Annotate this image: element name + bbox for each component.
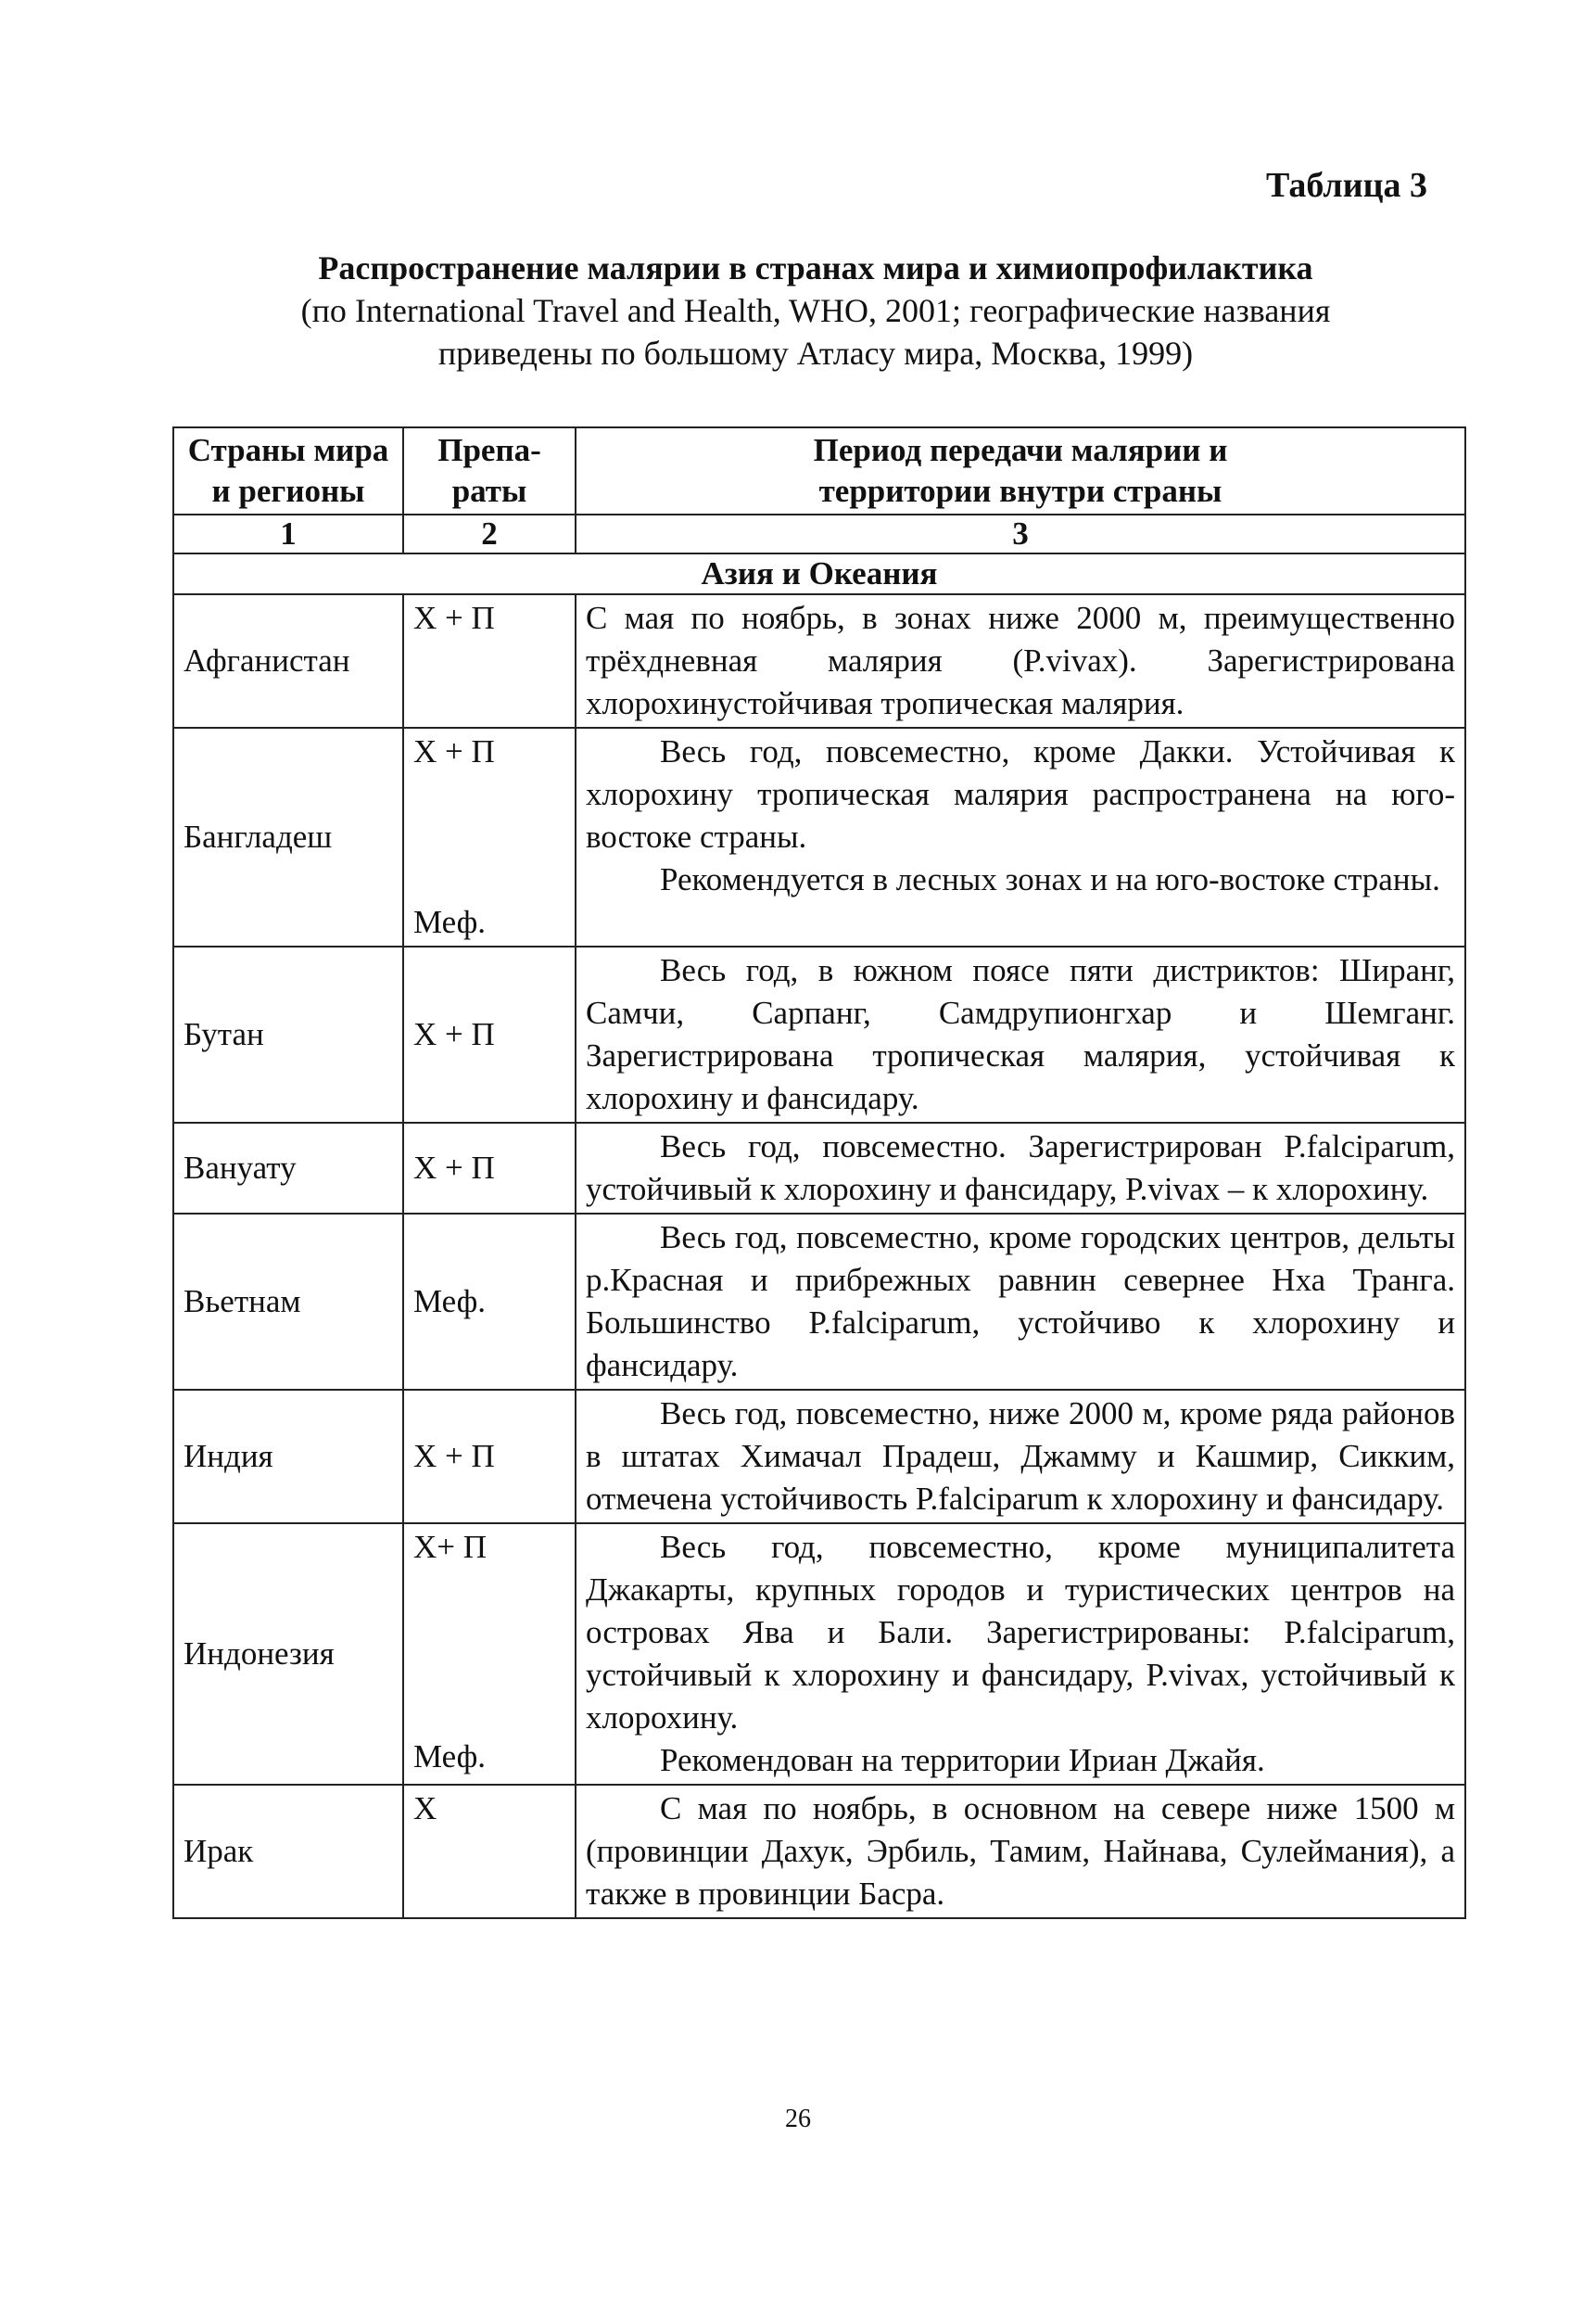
drugs-cell bbox=[403, 594, 576, 728]
table-title bbox=[167, 247, 1464, 375]
period-text: Рекомендуется в лесных зонах и на юго-востоке страны. bbox=[660, 861, 1440, 897]
drug-label: Х + П bbox=[413, 600, 495, 636]
title-source: (по International Travel and Health, WHO, 2001; географические названия bbox=[300, 292, 1331, 329]
column-number: 1 bbox=[173, 515, 403, 553]
period-cell bbox=[576, 1785, 1465, 1918]
table-row bbox=[173, 594, 1465, 728]
column-number: 2 bbox=[403, 515, 576, 553]
period-text: Весь год, повсеместно, ниже 2000 м, кроме ряда районов в штатах Химачал Прадеш, Джамму и Кашмир, Сикким, отмечена устойчивость P.falciparum к хлорохину и фансидару. bbox=[586, 1395, 1455, 1517]
period-cell bbox=[576, 1123, 1465, 1214]
period-text: Весь год, повсеместно, кроме Дакки. Устойчивая к хлорохину тропическая малярия распространена на юго-востоке страны. bbox=[586, 733, 1455, 855]
drugs-cell bbox=[403, 1123, 576, 1214]
region-row bbox=[173, 553, 1465, 594]
table-row bbox=[173, 1390, 1465, 1523]
title-source-cont: приведены по большому Атласу мира, Москва, 1999) bbox=[437, 335, 1194, 372]
column-numbers-row bbox=[173, 515, 1465, 553]
header-period bbox=[576, 427, 1465, 515]
period-text: Весь год, повсеместно, кроме городских центров, дельты р.Красная и прибрежных равнин севернее Нха Транга. Большинство P.falciparum, устойчиво к хлорохину и фансидару. bbox=[586, 1219, 1455, 1383]
page-number: 26 bbox=[785, 2105, 811, 2133]
period-text: Весь год, повсеместно, кроме муниципалитета Джакарты, крупных городов и туристических центров на островах Ява и Бали. Зарегистрированы: P.falciparum, устойчивый к хлорохину и фансидару, P.vivax, устойчивый к хлорохину. bbox=[586, 1529, 1455, 1736]
drugs-cell bbox=[403, 728, 576, 947]
header-row bbox=[173, 427, 1465, 515]
table-label: Таблица 3 bbox=[1265, 166, 1427, 205]
drugs-cell bbox=[403, 1214, 576, 1390]
spacer bbox=[413, 1569, 565, 1736]
period-cell bbox=[576, 1214, 1465, 1390]
drug-label: Х + П bbox=[413, 733, 495, 770]
period-text: Рекомендован на территории Ириан Джайя. bbox=[660, 1742, 1265, 1778]
period-text: Весь год, в южном поясе пяти дистриктов: Ширанг, Самчи, Сарпанг, Самдрупионгхар и Шемганг. Зарегистрирована тропическая малярия, устойчивая к хлорохину и фансидару. bbox=[586, 952, 1455, 1116]
column-number: 3 bbox=[576, 515, 1465, 553]
spacer bbox=[413, 773, 565, 901]
table-row bbox=[173, 728, 1465, 947]
drug-label: Х + П bbox=[413, 1150, 495, 1186]
period-cell bbox=[576, 1390, 1465, 1523]
header-period-line1: Период передачи малярии и bbox=[813, 432, 1228, 468]
drug-label: Х + П bbox=[413, 1016, 495, 1052]
title-main: Распространение малярии в странах мира и химиопрофилактика bbox=[318, 249, 1313, 286]
period-text: С мая по ноябрь, в основном на севере ниже 1500 м (провинции Дахук, Эрбиль, Тамим, Найнава, Сулеймания), а также в провинции Басра. bbox=[586, 1790, 1455, 1912]
country-cell: Бангладеш bbox=[173, 728, 403, 947]
drug-label: Меф. bbox=[413, 1283, 487, 1319]
period-cell bbox=[576, 1523, 1465, 1785]
drugs-cell bbox=[403, 1390, 576, 1523]
country-cell: Бутан bbox=[173, 947, 403, 1123]
drugs-cell bbox=[403, 1523, 576, 1785]
country-cell: Вьетнам bbox=[173, 1214, 403, 1390]
region-label: Азия и Океания bbox=[173, 553, 1465, 594]
drug-label: Х + П bbox=[413, 1438, 495, 1474]
table-row bbox=[173, 1785, 1465, 1918]
drug-label: Х bbox=[413, 1790, 437, 1826]
country-cell: Афганистан bbox=[173, 594, 403, 728]
table-row bbox=[173, 1123, 1465, 1214]
country-cell: Индия bbox=[173, 1390, 403, 1523]
country-cell: Индонезия bbox=[173, 1523, 403, 1785]
header-drugs: Препа-раты bbox=[403, 427, 576, 515]
malaria-table bbox=[172, 426, 1466, 1919]
country-cell: Ирак bbox=[173, 1785, 403, 1918]
drugs-cell bbox=[403, 1785, 576, 1918]
drug-label: Меф. bbox=[413, 1738, 487, 1774]
country-cell: Вануату bbox=[173, 1123, 403, 1214]
period-cell bbox=[576, 728, 1465, 947]
period-cell bbox=[576, 947, 1465, 1123]
table-row bbox=[173, 1523, 1465, 1785]
drugs-cell bbox=[403, 947, 576, 1123]
drug-label: Х+ П bbox=[413, 1529, 488, 1565]
period-text: Весь год, повсеместно. Зарегистрирован P.falciparum, устойчивый к хлорохину и фансидару, P.vivax – к хлорохину. bbox=[586, 1128, 1455, 1207]
table-row bbox=[173, 947, 1465, 1123]
header-countries: Страны мира и регионы bbox=[173, 427, 403, 515]
table-row bbox=[173, 1214, 1465, 1390]
header-period-line2: территории внутри страны bbox=[818, 473, 1222, 509]
drug-label: Меф. bbox=[413, 904, 487, 940]
period-cell: С мая по ноябрь, в зонах ниже 2000 м, преимущественно трёхдневная малярия (P.vivax). Зарегистрирована хлорохинустойчивая тропическая малярия. bbox=[576, 594, 1465, 728]
